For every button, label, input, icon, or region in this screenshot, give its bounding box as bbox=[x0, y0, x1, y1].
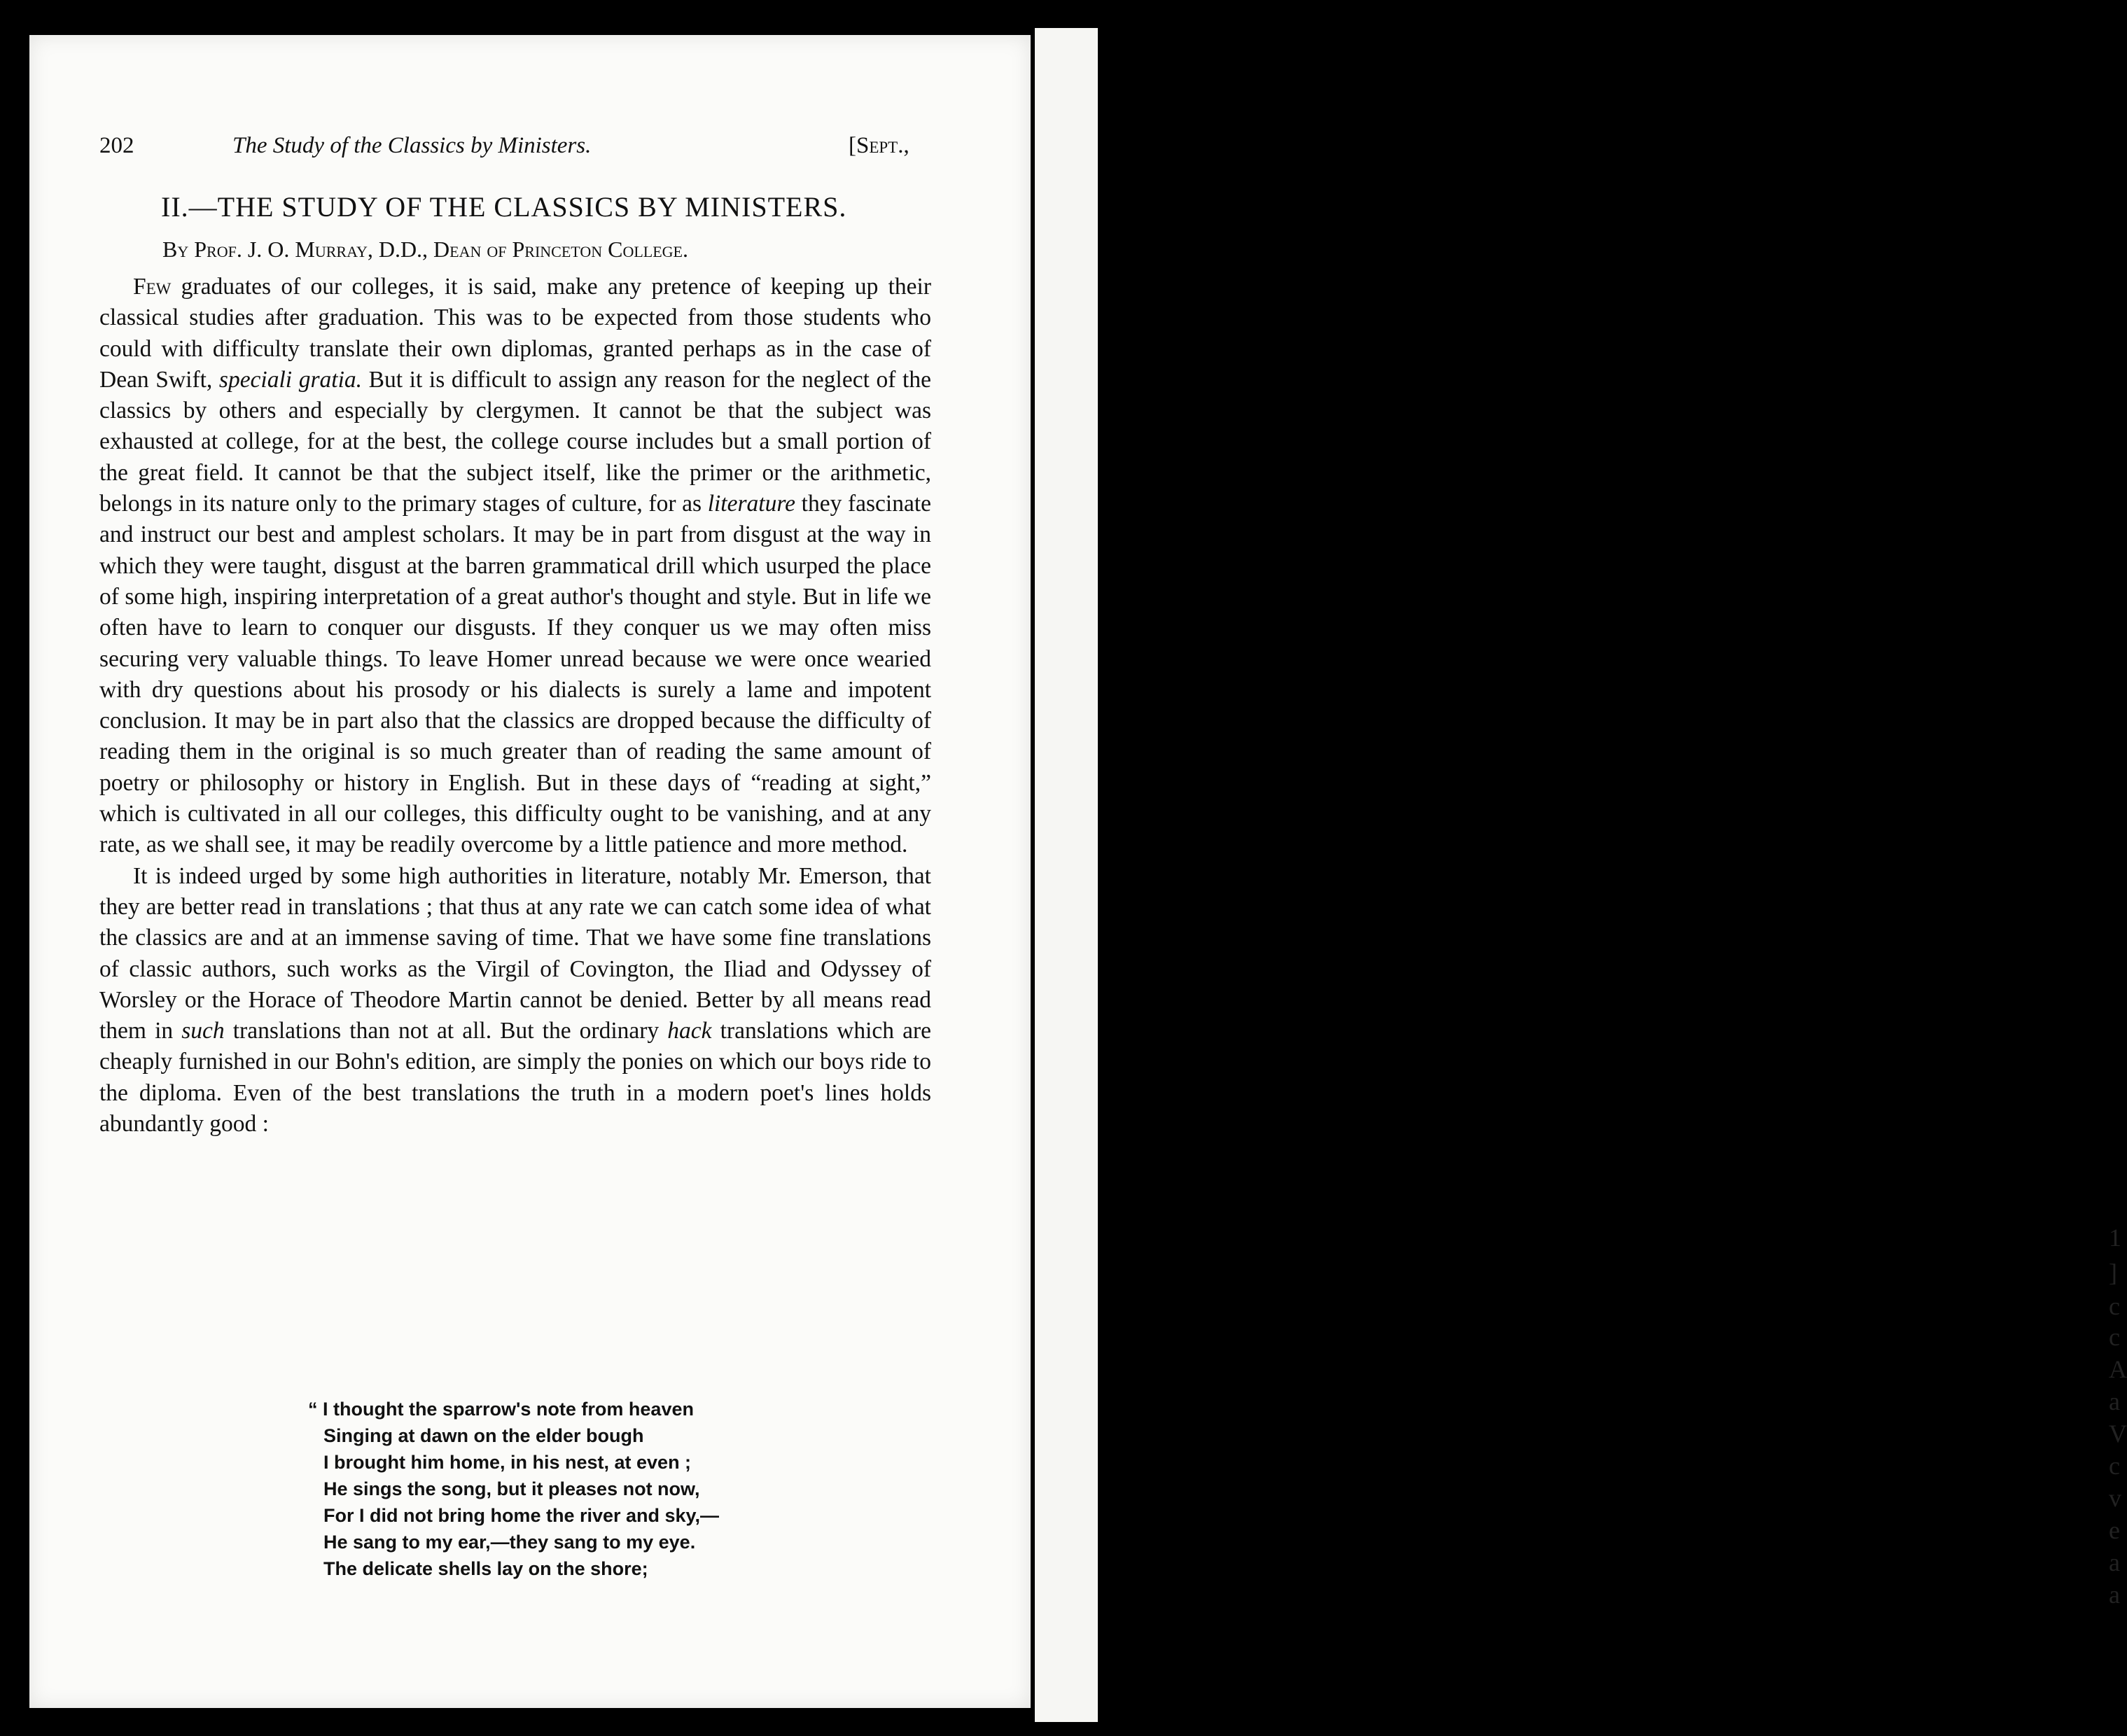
next-page-fragment: 1 bbox=[2109, 1224, 2121, 1252]
italic-text: speciali gratia. bbox=[218, 366, 363, 393]
paragraph-text: translations which are cheaply furnished in our Bohn's edition, are simply the ponies on which our boys ride to the diploma. Even of the best translations the truth in a modern poet's lines holds abundantly good : bbox=[99, 1018, 932, 1138]
next-page-fragment: c bbox=[2109, 1323, 2120, 1351]
poem-line: “ I thought the sparrow's note from heaven bbox=[308, 1399, 694, 1420]
poem-line: For I did not bring home the river and sky,— bbox=[323, 1505, 720, 1526]
running-date: [Sept., bbox=[849, 133, 909, 158]
next-page-fragment: c bbox=[2109, 1452, 2120, 1480]
italic-text: literature bbox=[707, 491, 795, 517]
paragraph-text: translations than not at all. But the ordinary bbox=[224, 1018, 668, 1044]
next-page-fragment: ] bbox=[2109, 1259, 2117, 1287]
paragraph-text: But it is difficult to assign any reason for the neglect of the classics by others and especially by clergymen. It cannot be that the subject was exhausted at college, for at the best, the college course includes but a small portion of the great field. It cannot be that the subject itself, like the primer or the arithmetic, belongs in its nature only to the primary stages of culture, for as bbox=[99, 366, 931, 517]
next-page-fragment: a bbox=[2109, 1387, 2120, 1415]
quoted-poem bbox=[308, 1396, 884, 1582]
next-page-fragment: a bbox=[2109, 1548, 2120, 1576]
article-byline: By Prof. J. O. Murray, D.D., Dean of Princeton College. bbox=[162, 237, 688, 262]
italic-text: such bbox=[181, 1018, 225, 1044]
drop-word: Few bbox=[133, 274, 172, 300]
next-page-fragment: a bbox=[2109, 1581, 2120, 1609]
paragraph-2 bbox=[99, 861, 931, 1140]
poem-line: He sang to my ear,—they sang to my eye. bbox=[323, 1532, 696, 1553]
paragraph-text: It is indeed urged by some high authorities in literature, notably Mr. Emerson, that they are better read in translations ; that thus at any rate we can catch some idea of what the classics are and at an immense saving of time. That we have some fine translations of classic authors, such works as the Virgil of Covington, the Iliad and Odyssey of Worsley or the Horace of Theodore Martin cannot be denied. Better by all means read them in bbox=[99, 862, 931, 1044]
paragraph-1 bbox=[99, 272, 931, 861]
article-title: II.—THE STUDY OF THE CLASSICS BY MINISTERS. bbox=[161, 191, 847, 223]
next-page-fragment: v bbox=[2109, 1484, 2121, 1512]
running-title: The Study of the Classics by Ministers. bbox=[232, 133, 592, 158]
next-page-fragment: e bbox=[2109, 1516, 2120, 1544]
italic-text: hack bbox=[667, 1018, 712, 1044]
poem-line: The delicate shells lay on the shore; bbox=[323, 1558, 648, 1579]
poem-line: Singing at dawn on the elder bough bbox=[323, 1425, 644, 1446]
next-page-fragment: A bbox=[2109, 1355, 2127, 1383]
article-body bbox=[99, 272, 931, 1140]
poem-line: I brought him home, in his nest, at even ; bbox=[323, 1452, 692, 1473]
next-page-edge bbox=[1035, 28, 2127, 1722]
next-page-fragment: V bbox=[2109, 1420, 2127, 1448]
next-page-fragment: c bbox=[2109, 1292, 2120, 1320]
poem-line: He sings the song, but it pleases not now, bbox=[323, 1478, 700, 1499]
page-number: 202 bbox=[99, 133, 134, 158]
paragraph-text: graduates of our colleges, it is said, make any pretence of keeping up their classical studies after graduation. This was to be expected from those students who could with difficulty translate their own diplomas, granted perhaps as in the case of Dean Swift, bbox=[99, 274, 931, 393]
paragraph-text: they fascinate and instruct our best and amplest scholars. It may be in part from disgust at the way in which they were taught, disgust at the barren grammatical drill which usurped the place of some high, inspiring interpretation of a great author's thought and style. But in life we often have to learn to conquer our disgusts. If they conquer us we may often miss securing very valuable things. To leave Homer unread because we were once wearied with dry questions about his prosody or his dialects is surely a lame and impotent conclusion. It may be in part also that the classics are dropped because the difficulty of reading them in the original is so much greater than of reading the same amount of poetry or philosophy or history in English. But in these days of “reading at sight,” which is cultivated in all our colleges, this difficulty ought to be vanishing, and at any rate, as we shall see, it may be readily overcome by a little patience and more method. bbox=[99, 491, 931, 858]
